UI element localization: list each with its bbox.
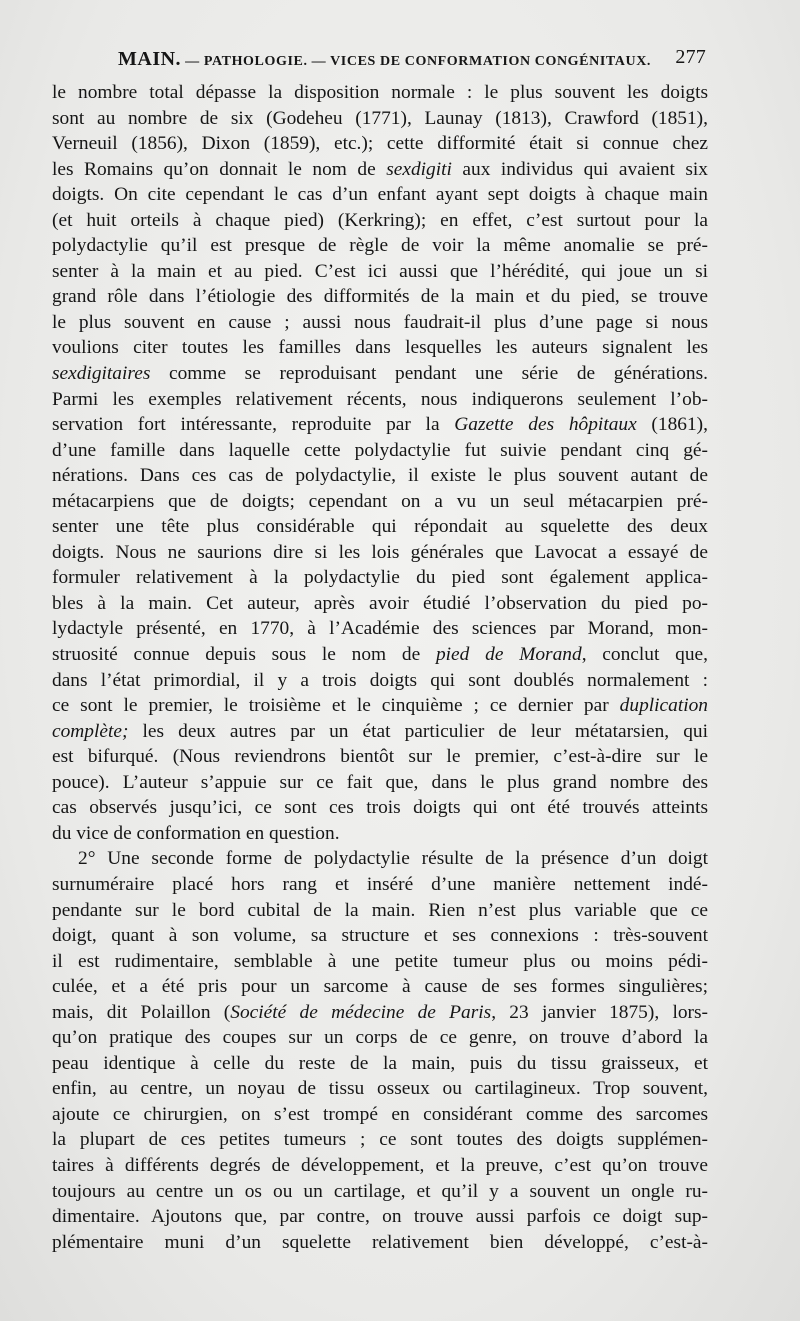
text-segment: (1861),: [636, 414, 708, 436]
text-segment: grand rôle dans l’étiologie des difformités de la main et du pied, se trouve: [52, 286, 708, 308]
text-line: [52, 770, 708, 796]
text-line: [52, 591, 708, 617]
text-line: [52, 514, 708, 540]
text-line: [52, 1127, 708, 1153]
text-line: [52, 719, 708, 745]
text-segment: lydactyle présenté, en 1770, à l’Académie des sciences par Morand, mon-: [52, 618, 708, 640]
text-line: [52, 1000, 708, 1026]
text-line: [52, 693, 708, 719]
text-line: [52, 284, 708, 310]
text-line: [52, 923, 708, 949]
text-line: [52, 310, 708, 336]
text-segment: du vice de conformation en question.: [52, 822, 340, 844]
text-line: [52, 744, 708, 770]
text-line: [52, 259, 708, 285]
text-line: [52, 438, 708, 464]
text-line: [52, 898, 708, 924]
running-header: [52, 46, 708, 74]
body-text: [52, 80, 708, 1255]
text-line: [52, 1102, 708, 1128]
text-line: [52, 565, 708, 591]
text-segment: le nombre total dépasse la disposition normale : le plus souvent les doigts: [52, 82, 708, 103]
text-segment: ce sont le premier, le troisième et le cinquième ; ce dernier par: [52, 695, 620, 717]
text-segment: cas observés jusqu’ici, ce sont ces trois doigts qui ont été trouvés atteints: [52, 797, 708, 819]
text-segment: doigts. Nous ne saurions dire si les lois générales que Lavocat a essayé de: [52, 541, 708, 563]
text-segment: doigt, quant à son volume, sa structure et ses connexions : très-souvent: [52, 925, 708, 947]
text-segment: toujours au centre un os ou un cartilage, et qu’il y a souvent un ongle ru-: [52, 1180, 708, 1202]
running-title: [118, 48, 651, 71]
text-segment: struosité connue depuis sous le nom de: [52, 644, 436, 666]
text-segment: qu’on pratique des coupes sur un corps de ce genre, on trouve d’abord la: [52, 1027, 708, 1049]
text-line: [52, 642, 708, 668]
text-segment: le plus souvent en cause ; aussi nous faudrait-il plus d’une page si nous: [52, 311, 708, 333]
text-line: [52, 872, 708, 898]
text-segment: aux individus qui avaient six: [451, 158, 709, 180]
running-title-rest: — PATHOLOGIE. — VICES DE CONFORMATION CONGÉNITAUX.: [181, 54, 651, 69]
text-line: [52, 1204, 708, 1230]
text-segment: il est rudimentaire, semblable à une petite tumeur plus ou moins pédi-: [52, 950, 708, 972]
text-segment: mais, dit Polaillon (: [52, 1001, 231, 1023]
text-line: [52, 540, 708, 566]
page-number: 277: [675, 46, 706, 68]
text-segment: métacarpiens que de doigts; cependant on a vu un seul métacarpien pré-: [52, 490, 708, 512]
text-segment: nérations. Dans ces cas de polydactylie, il existe le plus souvent autant de: [52, 465, 708, 487]
text-line: [52, 1230, 708, 1256]
text-segment: Parmi les exemples relativement récents, nous indiquerons seulement l’ob-: [52, 388, 708, 410]
text-segment: (et huit orteils à chaque pied) (Kerkring); en effet, c’est surtout pour la: [52, 209, 708, 231]
text-segment: Verneuil (1856), Dixon (1859), etc.); cette difformité était si connue chez: [52, 133, 708, 155]
text-line: [52, 795, 708, 821]
text-line: [52, 463, 708, 489]
text-segment: taires à différents degrés de développement, et la preuve, c’est qu’on trouve: [52, 1154, 708, 1176]
text-line: [52, 361, 708, 387]
text-segment: dans l’état primordial, il y a trois doigts qui sont doublés normalement :: [52, 669, 708, 691]
text-line: [52, 846, 708, 872]
text-line: [52, 489, 708, 515]
italic-text: Société de médecine de Paris: [230, 1001, 492, 1023]
text-segment: formuler relativement à la polydactylie du pied sont également applica-: [52, 567, 708, 589]
text-segment: pouce). L’auteur s’appuie sur ce fait que, dans le plus grand nombre des: [52, 771, 708, 793]
text-line: [52, 616, 708, 642]
text-line: [52, 1051, 708, 1077]
text-segment: culée, et a été pris pour un sarcome à cause de ses formes singulières;: [52, 976, 708, 998]
italic-text: sexdigiti: [386, 158, 452, 180]
text-segment: surnuméraire placé hors rang et inséré d’une manière nettement indé-: [52, 873, 708, 895]
text-segment: pendante sur le bord cubital de la main. Rien n’est plus variable que ce: [52, 899, 708, 921]
text-segment: est bifurqué. (Nous reviendrons bientôt sur le premier, c’est-à-dire sur le: [52, 746, 708, 768]
text-line: [52, 80, 708, 106]
text-line: [52, 974, 708, 1000]
text-segment: doigts. On cite cependant le cas d’un enfant ayant sept doigts à chaque main: [52, 184, 708, 206]
text-line: [52, 1153, 708, 1179]
text-line: [52, 1179, 708, 1205]
text-segment: enfin, au centre, un noyau de tissu osseux ou cartilagineux. Trop souvent,: [52, 1078, 708, 1100]
text-line: [52, 1025, 708, 1051]
italic-text: sexdigitaires: [52, 363, 151, 385]
text-segment: polydactylie qu’il est presque de règle de voir la même anomalie se pré-: [52, 235, 708, 257]
text-segment: , 23 janvier 1875), lors-: [491, 1001, 708, 1023]
text-line: [52, 131, 708, 157]
text-segment: plémentaire muni d’un squelette relativement bien développé, c’est-à-: [52, 1231, 708, 1253]
text-line: [52, 949, 708, 975]
text-line: [52, 106, 708, 132]
text-segment: servation fort intéressante, reproduite par la: [52, 414, 455, 436]
text-segment: comme se reproduisant pendant une série de générations.: [150, 363, 708, 385]
text-line: [52, 387, 708, 413]
running-title-main: MAIN.: [118, 48, 182, 70]
italic-text: complète;: [52, 720, 129, 742]
text-line: [52, 1076, 708, 1102]
text-line: [52, 157, 708, 183]
italic-text: pied de Morand: [435, 644, 582, 666]
text-line: [52, 208, 708, 234]
text-line: [52, 335, 708, 361]
text-segment: 2° Une seconde forme de polydactylie résulte de la présence d’un doigt: [78, 848, 708, 870]
text-segment: les Romains qu’on donnait le nom de: [52, 158, 387, 180]
italic-text: duplication: [619, 695, 708, 717]
text-segment: d’une famille dans laquelle cette polydactylie fut suivie pendant cinq gé-: [52, 439, 708, 461]
text-segment: la plupart de ces petites tumeurs ; ce sont toutes des doigts supplémen-: [52, 1129, 708, 1151]
text-line: [52, 821, 708, 847]
text-line: [52, 668, 708, 694]
text-segment: senter une tête plus considérable qui répondait au squelette des deux: [52, 516, 708, 538]
text-segment: sont au nombre de six (Godeheu (1771), Launay (1813), Crawford (1851),: [52, 107, 708, 129]
text-line: [52, 182, 708, 208]
text-segment: , conclut que,: [581, 644, 708, 666]
text-segment: dimentaire. Ajoutons que, par contre, on trouve aussi parfois ce doigt sup-: [52, 1206, 708, 1228]
text-segment: ajoute ce chirurgien, on s’est trompé en considérant comme des sarcomes: [52, 1103, 708, 1125]
text-line: [52, 412, 708, 438]
text-segment: voulions citer toutes les familles dans lesquelles les auteurs signalent les: [52, 337, 708, 359]
text-segment: les deux autres par un état particulier de leur métatarsien, qui: [128, 720, 708, 742]
text-segment: peau identique à celle du reste de la main, puis du tissu graisseux, et: [52, 1052, 708, 1074]
text-line: [52, 233, 708, 259]
text-segment: senter à la main et au pied. C’est ici aussi que l’hérédité, qui joue un si: [52, 260, 708, 282]
text-segment: bles à la main. Cet auteur, après avoir étudié l’observation du pied po-: [52, 592, 708, 614]
italic-text: Gazette des hôpitaux: [454, 414, 637, 436]
